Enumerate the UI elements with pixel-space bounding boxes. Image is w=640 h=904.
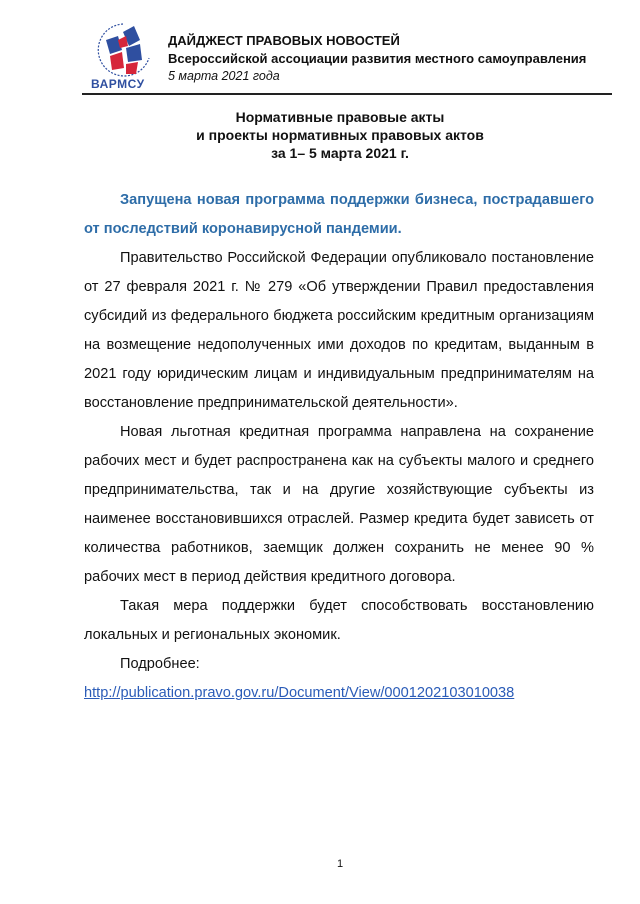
varmsu-logo <box>82 18 164 96</box>
title-line-3: за 1– 5 марта 2021 г. <box>271 145 409 161</box>
paragraph-2: Новая льготная кредитная программа направлена на сохранение рабочих мест и будет распространена как на субъекты малого и среднего предпринимательства, так и на другие хозяйствующие субъекты из наименее восстановившихся отраслей. Размер кредита будет зависеть от количества работников, заемщик должен сохранить не менее 90 % рабочих мест в период действия кредитного договора. <box>84 424 594 585</box>
title-line-1: Нормативные правовые акты <box>235 109 445 125</box>
page-header <box>82 18 612 96</box>
organization-name: Всероссийской ассоциации развития местного самоуправления <box>168 51 587 66</box>
paragraph-3: Такая мера поддержки будет способствовать восстановлению локальных и региональных экономик. <box>84 598 594 643</box>
article-headline: Запущена новая программа поддержки бизнеса, пострадавшего от последствий коронавирусной пандемии. <box>84 192 594 237</box>
paragraph-1: Правительство Российской Федерации опубликовало постановление от 27 февраля 2021 г. № 279 «Об утверждении Правил предоставления субсидий из федерального бюджета российским кредитным организациям на возмещение недополученных ими доходов по кредитам, выданным в 2021 году юридическим лицам и индивидуальным предпринимателям на восстановление предпринимательской деятельности». <box>84 250 594 411</box>
digest-title: ДАЙДЖЕСТ ПРАВОВЫХ НОВОСТЕЙ <box>168 33 400 48</box>
title-line-2: и проекты нормативных правовых актов <box>196 127 484 143</box>
issue-date: 5 марта 2021 года <box>168 69 280 83</box>
more-label: Подробнее: <box>120 656 200 672</box>
logo-emblem-icon <box>82 18 164 80</box>
document-title <box>60 108 620 162</box>
header-divider <box>82 93 612 95</box>
header-text <box>168 33 586 83</box>
source-link[interactable]: http://publication.pravo.gov.ru/Document/View/0001202103010038 <box>84 685 515 701</box>
page-number: 1 <box>336 858 344 870</box>
logo-text: ВАРМСУ <box>91 77 145 91</box>
article <box>84 186 594 708</box>
